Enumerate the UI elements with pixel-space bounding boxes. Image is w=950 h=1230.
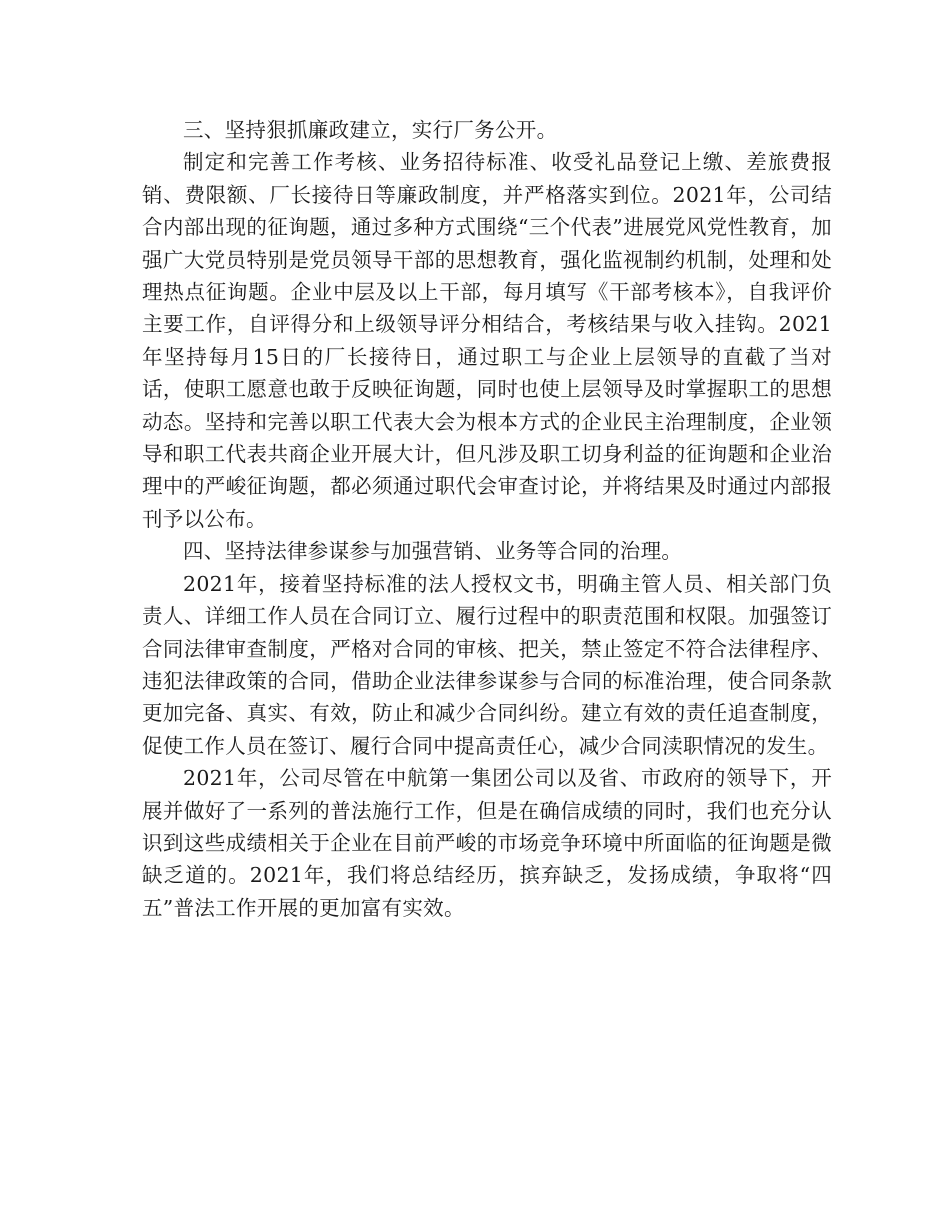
section-heading-three: 三、坚持狠抓廉政建立，实行厂务公开。 xyxy=(183,118,558,142)
section-heading-four: 四、坚持法律参谋参与加强营销、业务等合同的治理。 xyxy=(183,539,683,564)
document-body xyxy=(142,114,832,924)
paragraph-integrity-system: 制定和完善工作考核、业务招待标准、收受礼品登记上缴、差旅费报销、费限额、厂长接待日等廉政制度，并严格落实到位。2021年，公司结合内部出现的征询题，通过多种方式围绕“三个代表”进展党风党性教育，加强广大党员特别是党员领导干部的思想教育，强化监视制约机制，处理和处理热点征询题。企业中层及以上干部，每月填写《干部考核本》，自我评价主要工作，自评得分和上级领导评分相结合，考核结果与收入挂钩。2021年坚持每月15日的厂长接待日，通过职工与企业上层领导的直截了当对话，使职工愿意也敢于反映征询题，同时也使上层领导及时掌握职工的思想动态。坚持和完善以职工代表大会为根本方式的企业民主治理制度，企业领导和职工代表共商企业开展大计，但凡涉及职工切身利益的征询题和企业治理中的严峻征询题，都必须通过职代会审查讨论，并将结果及时通过内部报刊予以公布。 xyxy=(142,150,832,531)
paragraph-summary: 2021年，公司尽管在中航第一集团公司以及省、市政府的领导下，开展并做好了一系列的普法施行工作，但是在确信成绩的同时，我们也充分认识到这些成绩相关于企业在目前严峻的市场竞争环境中所面临的征询题是微缺乏道的。2021年，我们将总结经历，摈弃缺乏，发扬成绩，争取将“四五”普法工作开展的更加富有实效。 xyxy=(142,766,832,920)
paragraph-contract-management: 2021年，接着坚持标准的法人授权文书，明确主管人员、相关部门负责人、详细工作人员在合同订立、履行过程中的职责范围和权限。加强签订合同法律审查制度，严格对合同的审核、把关，禁止签定不符合法律程序、违犯法律政策的合同，借助企业法律参谋参与合同的标准治理，使合同条款更加完备、真实、有效，防止和减少合同纠纷。建立有效的责任追查制度，促使工作人员在签订、履行合同中提高责任心，减少合同渎职情况的发生。 xyxy=(142,571,832,758)
